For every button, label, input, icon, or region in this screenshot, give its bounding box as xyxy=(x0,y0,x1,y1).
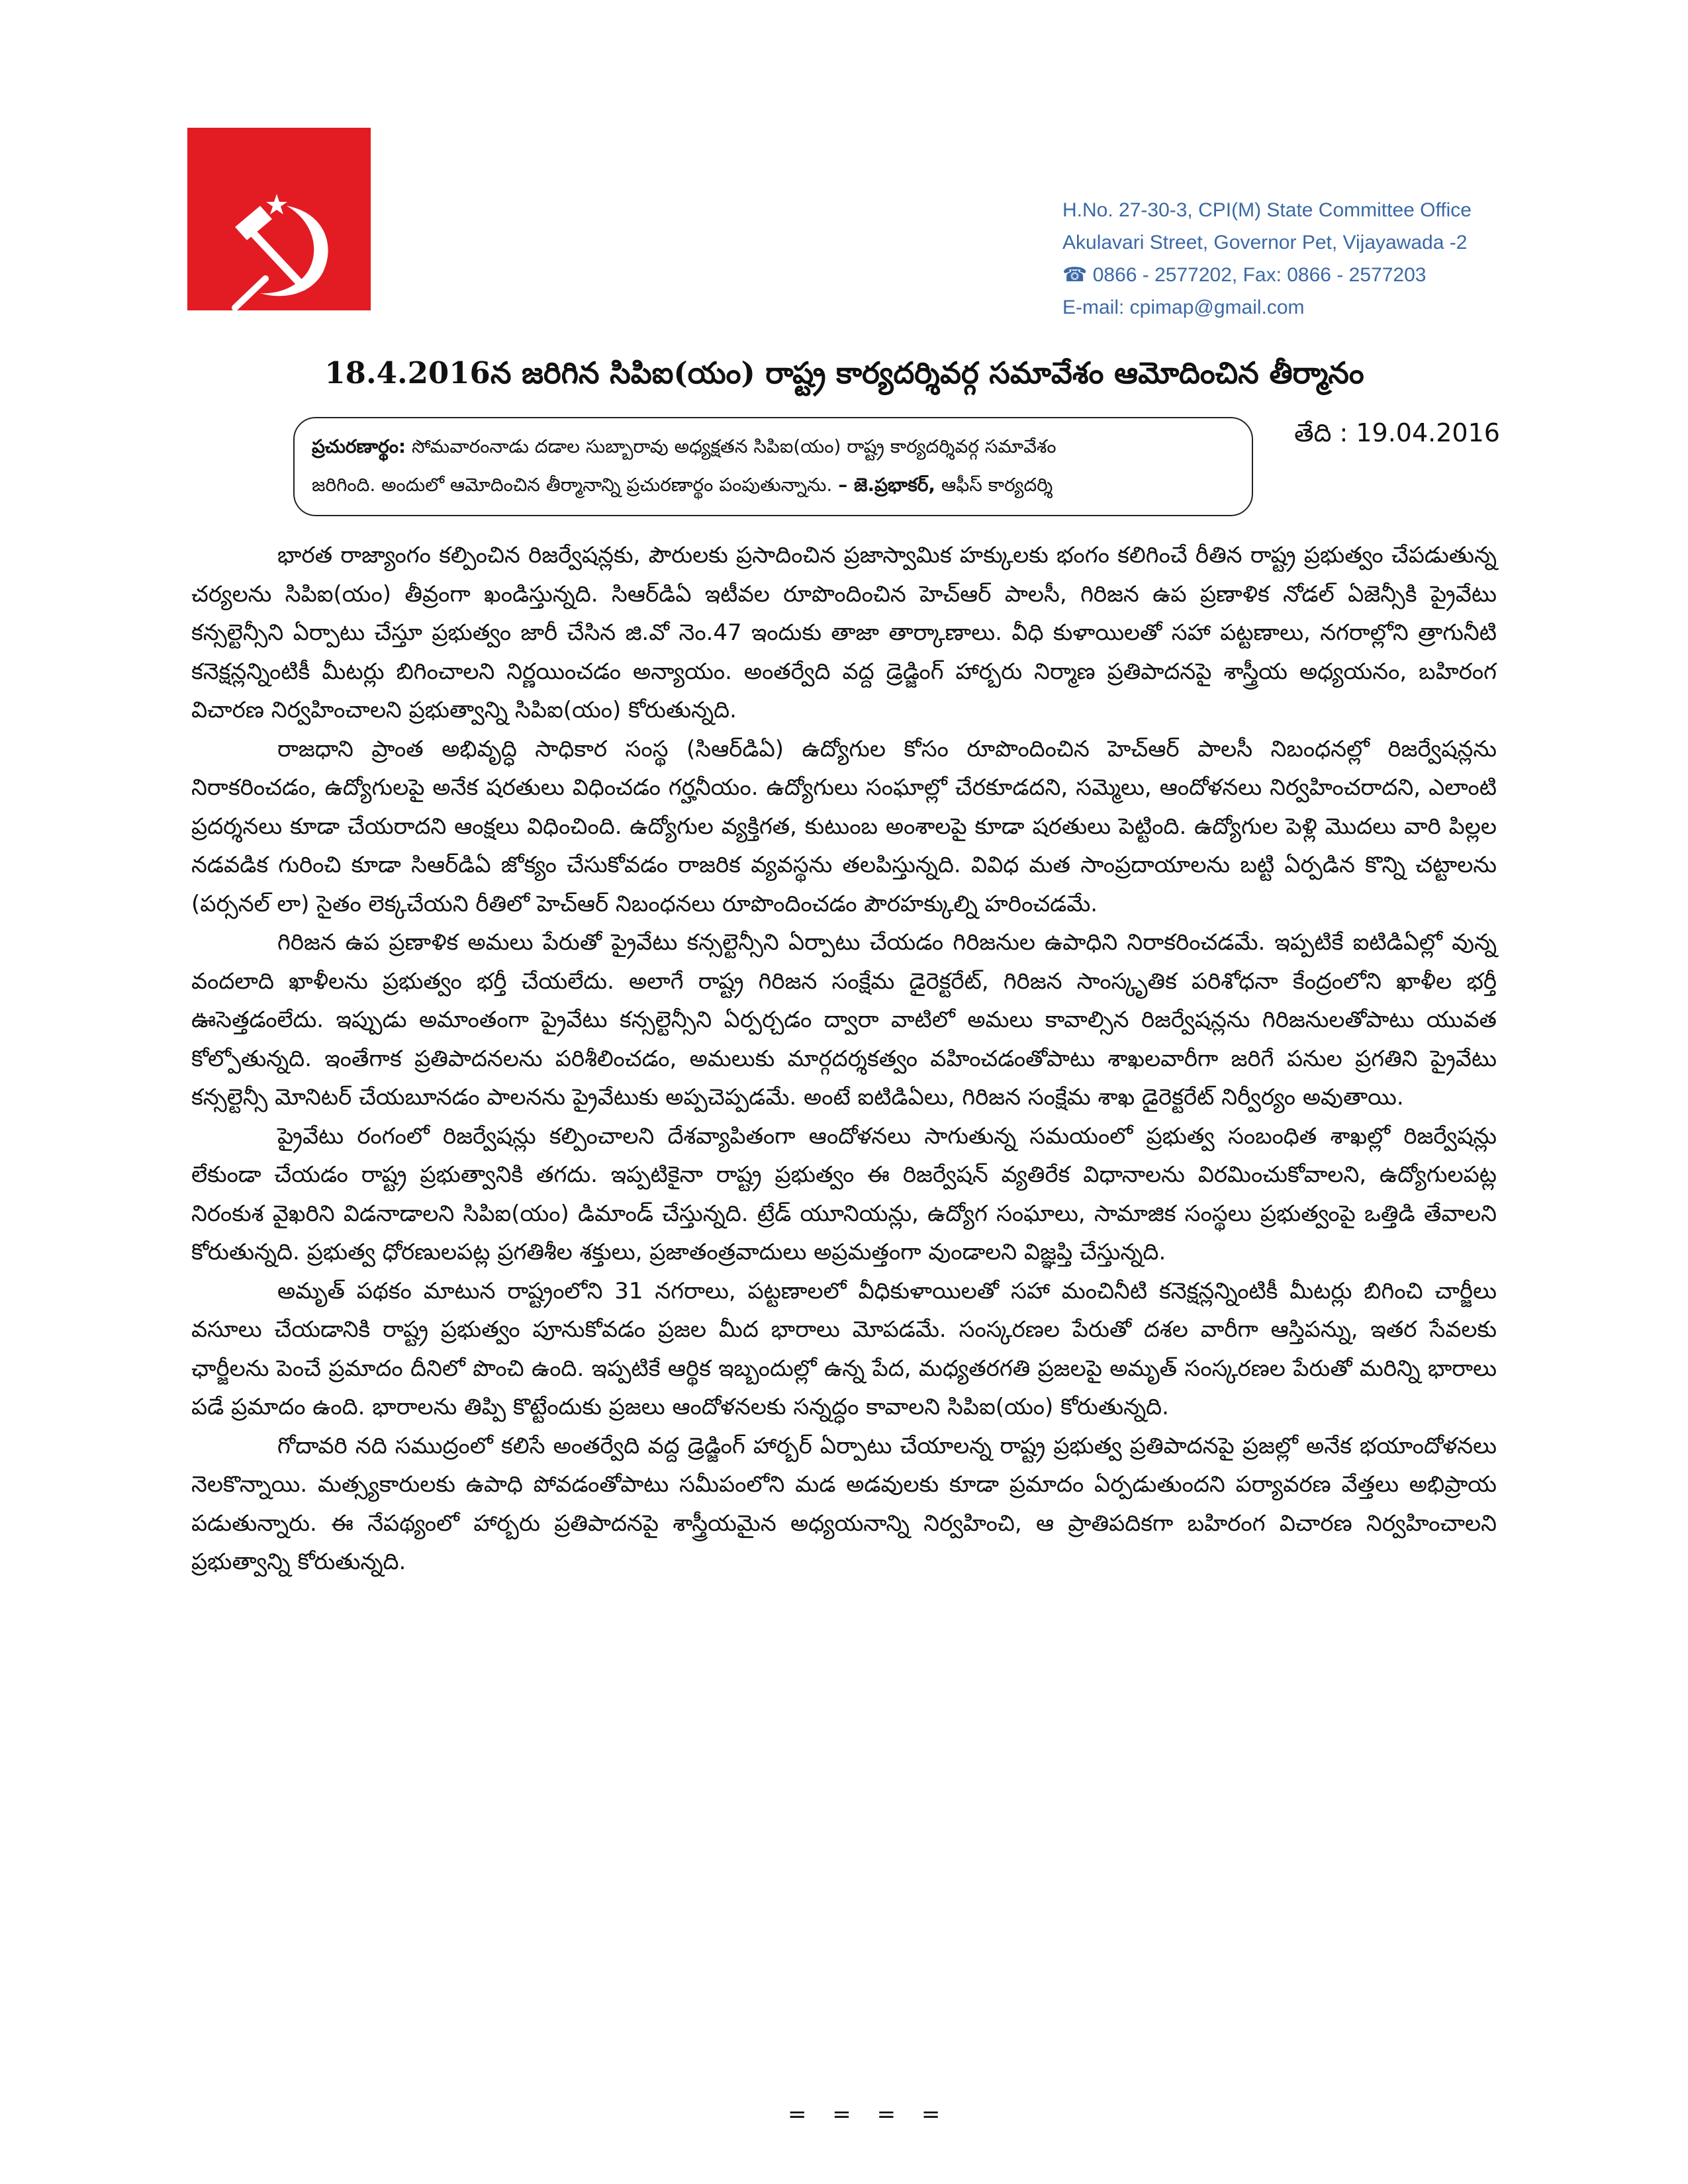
end-marker: = = = = xyxy=(788,2101,950,2128)
body-paragraph: అమృత్ పథకం మాటున రాష్ట్రంలోని 31 నగరాలు, పట్టణాలలో వీధికుళాయిలతో సహా మంచినీటి కనెక్షన్లన్నింటికీ మీటర్లు బిగించి చార్జీలు వసూలు చేయడానికి రాష్ట్ర ప్రభుత్వం పూనుకోవడం ప్రజల మీద భారాలు మోపడమే. సంస్కరణల పేరుతో దశల వారీగా ఆస్తిపన్ను, ఇతర సేవలకు ఛార్జీలను పెంచే ప్రమాదం దీనిలో పొంచి ఉంది. ఇప్పటికే ఆర్థిక ఇబ్బందుల్లో ఉన్న పేద, మధ్యతరగతి ప్రజలపై అమృత్ సంస్కరణల పేరుతో మరిన్ని భారాలు పడే ప్రమాదం ఉంది. భారాలను తిప్పి కొట్టేందుకు ప్రజలు ఆందోళనలకు సన్నద్ధం కావాలని సిపిఐ(యం) కోరుతున్నది. xyxy=(191,1277,1497,1420)
body-paragraph: గిరిజన ఉప ప్రణాళిక అమలు పేరుతో ప్రైవేటు కన్సల్టెన్సీని ఏర్పాటు చేయడం గిరిజనుల ఉపాధిని నిరాకరించడమే. ఇప్పటికే ఐటిడిఏల్లో వున్న వందలాది ఖాళీలను ప్రభుత్వం భర్తీ చేయలేదు. అలాగే రాష్ట్ర గిరిజన సంక్షేమ డైరెక్టరేట్, గిరిజన సాంస్కృతిక పరిశోధనా కేంద్రంలోని ఖాళీల భర్తీ ఊసెత్తడంలేదు. ఇప్పుడు అమాంతంగా ప్రైవేటు కన్సల్టెన్సీని ఏర్పర్చడం ద్వారా వాటిలో అమలు కావాల్సిన రిజర్వేషన్లను గిరిజనులతోపాటు యువత కోల్పోతున్నది. ఇంతేగాక ప్రతిపాదనలను పరిశీలించడం, అమలుకు మార్గదర్శకత్వం వహించడంతోపాటు శాఖలవారీగా జరిగే పనుల ప్రగతిని ప్రైవేటు కన్సల్టెన్సీ మోనిటర్ చేయబూనడం పాలనను ప్రైవేటుకు అప్పచెప్పడమే. అంటే ఐటిడిఏలు, గిరిజన సంక్షేమ శాఖ డైరెక్టరేట్ నిర్వీర్యం అవుతాయి. xyxy=(191,929,1497,1111)
body-paragraph: ప్రైవేటు రంగంలో రిజర్వేషన్లు కల్పించాలని దేశవ్యాపితంగా ఆందోళనలు సాగుతున్న సమయంలో ప్రభుత్వ సంబంధిత శాఖల్లో రిజర్వేషన్లు లేకుండా చేయడం రాష్ట్ర ప్రభుత్వానికి తగదు. ఇప్పటికైనా రాష్ట్ర ప్రభుత్వం ఈ రిజర్వేషన్ వ్యతిరేక విధానాలను విరమించుకోవాలని, ఉద్యోగులపట్ల నిరంకుశ వైఖరిని విడనాడాలని సిపిఐ(యం) డిమాండ్ చేస్తున్నది. ట్రేడ్ యూనియన్లు, ఉద్యోగ సంఘాలు, సామాజిక సంస్థలు ప్రభుత్వంపై ఒత్తిడి తేవాలని కోరుతున్నది. ప్రభుత్వ ధోరణులపట్ల ప్రగతిశీల శక్తులు, ప్రజాతంత్రవాదులు అప్రమత్తంగా వుండాలని విజ్ఞప్తి చేస్తున్నది. xyxy=(191,1122,1497,1265)
address-line: H.No. 27-30-3, CPI(M) State Committee Office xyxy=(1062,199,1472,221)
press-note-label: ప్రచురణార్థం: xyxy=(312,435,406,457)
resolution-title: 18.4.2016న జరిగిన సిపిఐ(యం) రాష్ట్ర కార్యదర్శివర్గ సమావేశం ఆమోదించిన తీర్మానం xyxy=(324,355,1364,390)
signatory-designation: ఆఫీస్ కార్యదర్శి xyxy=(935,474,1053,496)
party-logo xyxy=(187,128,371,310)
body-paragraph: గోదావరి నది సముద్రంలో కలిసే అంతర్వేది వద్ద డ్రెడ్జింగ్ హార్బర్ ఏర్పాటు చేయాలన్న రాష్ట్ర ప్రభుత్వ ప్రతిపాదనపై ప్రజల్లో అనేక భయాందోళనలు నెలకొన్నాయి. మత్స్యకారులకు ఉపాధి పోవడంతోపాటు సమీపంలోని మడ అడవులకు కూడా ప్రమాదం ఏర్పడుతుందని పర్యావరణ వేత్తలు అభిప్రాయ పడుతున్నారు. ఈ నేపథ్యంలో హార్బరు ప్రతిపాదనపై శాస్త్రీయమైన అధ్యయనాన్ని నిర్వహించి, ఆ ప్రాతిపదికగా బహిరంగ విచారణ నిర్వహించాలని ప్రభుత్వాన్ని కోరుతున్నది. xyxy=(191,1432,1497,1575)
address-line: Akulavari Street, Governor Pet, Vijayawada -2 xyxy=(1062,232,1468,253)
signatory-name: – జె.ప్రభాకర్, xyxy=(838,474,936,496)
phone-fax-line: ☎ 0866 - 2577202, Fax: 0866 - 2577203 xyxy=(1062,264,1427,286)
resolution-body xyxy=(191,536,1497,1582)
press-note-box xyxy=(293,417,1253,516)
email-line: E-mail: cpimap@gmail.com xyxy=(1062,296,1305,318)
press-note-line-1 xyxy=(312,428,1235,466)
body-paragraph: భారత రాజ్యాంగం కల్పించిన రిజర్వేషన్లకు, పౌరులకు ప్రసాదించిన ప్రజాస్వామిక హక్కులకు భంగం కలిగించే రీతిన రాష్ట్ర ప్రభుత్వం చేపడుతున్న చర్యలను సిపిఐ(యం) తీవ్రంగా ఖండిస్తున్నది. సిఆర్‌డిఏ ఇటీవల రూపొందించిన హెచ్‌ఆర్ పాలసీ, గిరిజన ఉప ప్రణాళిక నోడల్ ఏజెన్సీకి ప్రైవేటు కన్సల్టెన్సీని ఏర్పాటు చేస్తూ ప్రభుత్వం జారీ చేసిన జి.వో నెం.47 ఇందుకు తాజా తార్కాణాలు. వీధి కుళాయిలతో సహా పట్టణాలు, నగరాల్లోని త్రాగునీటి కనెక్షన్లన్నింటికీ మీటర్లు బిగించాలని నిర్ణయించడం అన్యాయం. అంతర్వేది వద్ద డ్రెడ్జింగ్ హార్బరు నిర్మాణ ప్రతిపాదనపై శాస్త్రీయ అధ్యయనం, బహిరంగ విచారణ నిర్వహించాలని ప్రభుత్వాన్ని సిపిఐ(యం) కోరుతున్నది. xyxy=(191,542,1497,723)
press-note-text: సోమవారంనాడు దడాల సుబ్బారావు అధ్యక్షతన సిపిఐ(యం) రాష్ట్ర కార్యదర్శివర్గ సమావేశం xyxy=(406,435,1056,457)
office-address xyxy=(1062,194,1566,324)
press-note-line-2 xyxy=(312,466,1235,504)
press-note-text: జరిగింది. అందులో ఆమోదించిన తీర్మానాన్ని ప్రచురణార్థం పంపుతున్నాను. xyxy=(312,474,839,496)
body-paragraph: రాజధాని ప్రాంత అభివృద్ధి సాధికార సంస్థ (సిఆర్‌డిఏ) ఉద్యోగుల కోసం రూపొందించిన హెచ్‌ఆర్ పాలసీ నిబంధనల్లో రిజర్వేషన్లను నిరాకరించడం, ఉద్యోగులపై అనేక షరతులు విధించడం గర్హనీయం. ఉద్యోగులు సంఘాల్లో చేరకూడదని, సమ్మెలు, ఆందోళనలు నిర్వహించరాదని, ఎలాంటి ప్రదర్శనలు కూడా చేయరాదని ఆంక్షలు విధించింది. ఉద్యోగుల వ్యక్తిగత, కుటుంబ అంశాలపై కూడా షరతులు పెట్టింది. ఉద్యోగుల పెళ్లి మొదలు వారి పిల్లల నడవడిక గురించి కూడా సిఆర్‌డిఏ జోక్యం చేసుకోవడం రాజరిక వ్యవస్థను తలపిస్తున్నది. వివిధ మత సాంప్రదాయాలను బట్టి ఏర్పడిన కొన్ని చట్టాలను (పర్సనల్ లా) సైతం లెక్కచేయని రీతిలో హెచ్‌ఆర్ నిబంధనలు రూపొందించడం పౌరహక్కుల్ని హరించడమే. xyxy=(191,735,1497,917)
document-date: తేది : 19.04.2016 xyxy=(1294,418,1500,447)
hammer-sickle-star-icon xyxy=(187,128,371,310)
